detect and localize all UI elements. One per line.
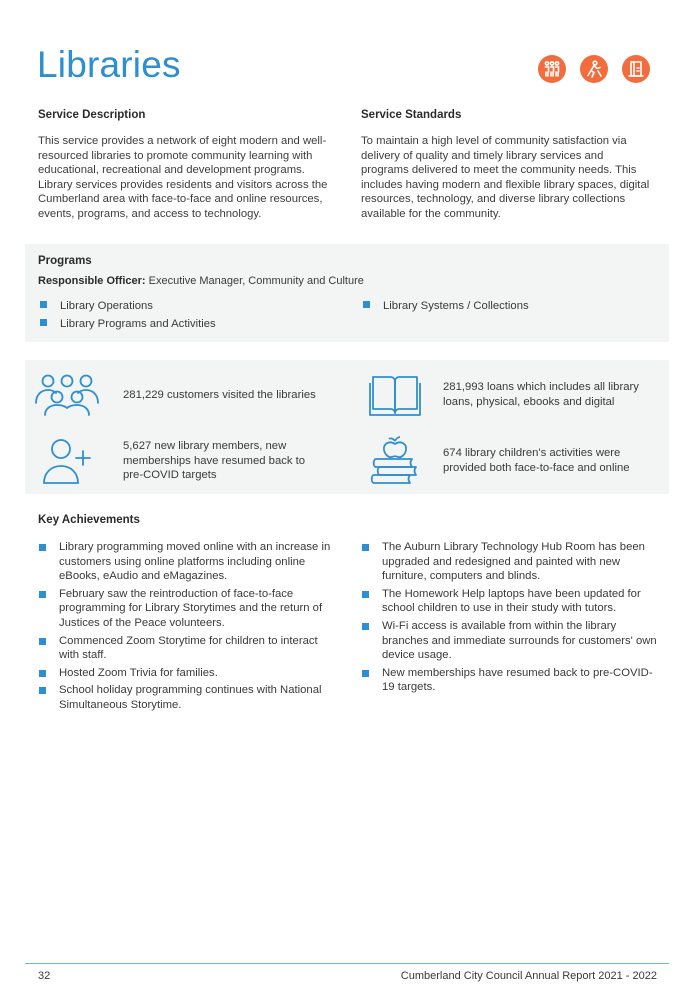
bullet-square-icon [362, 623, 369, 630]
service-standards [361, 109, 651, 222]
program-item [40, 315, 216, 333]
stat-customers [33, 370, 343, 420]
list-item [362, 619, 657, 663]
stat-loans [361, 370, 661, 420]
programs-heading: Programs [38, 255, 92, 267]
service-description-text: This service provides a network of eight modern and well-resourced libraries to promote community learning with educational, recreational and development programs. Library services provides residents and visitors across the Cumberland area with face-to-face and online resources, events, programs, and access to technology. [38, 135, 328, 220]
key-achievements-heading: Key Achievements [38, 514, 140, 526]
bullet-square-icon [39, 670, 46, 677]
page-number: 32 [38, 970, 51, 982]
service-standards-heading: Service Standards [361, 109, 462, 121]
stat-text: 674 library children's activities were provided both face-to-face and online [443, 447, 630, 474]
footer-divider [25, 963, 669, 964]
bullet-square-icon [363, 301, 370, 308]
stat-text: 5,627 new library members, new memberships have resumed back to pre-COVID targets [123, 440, 306, 482]
responsible-officer-value: Executive Manager, Community and Culture [148, 275, 364, 287]
stat-members [33, 436, 343, 486]
bullet-square-icon [39, 638, 46, 645]
page-title: Libraries [37, 44, 181, 85]
bullet-square-icon [39, 544, 46, 551]
add-member-icon [33, 436, 101, 486]
service-description [38, 109, 336, 222]
responsible-officer [38, 275, 364, 287]
responsible-officer-label: Responsible Officer: [38, 275, 146, 287]
programs-list-left [40, 297, 216, 333]
list-item [39, 683, 339, 712]
stat-text: 281,993 loans which includes all library loans, physical, ebooks and digital [443, 381, 639, 408]
achievement-text: Hosted Zoom Trivia for families. [59, 666, 218, 679]
achievements-list-left [39, 540, 339, 716]
achievement-text: School holiday programming continues with National Simultaneous Storytime. [59, 684, 322, 711]
program-item [363, 297, 529, 315]
stat-activities [361, 436, 661, 486]
service-standards-text: To maintain a high level of community satisfaction via delivery of quality and timely library services and programs delivered to meet the community needs. This includes having modern and flexible library spaces, digital resources, technology, and diverse library collections available for the community. [361, 135, 650, 220]
open-book-icon [361, 370, 429, 420]
bullet-square-icon [40, 319, 47, 326]
books-apple-icon [361, 436, 429, 486]
list-item [362, 587, 657, 616]
program-item [40, 297, 216, 315]
achievements-list-right [362, 540, 657, 698]
achievement-text: Library programming moved online with an increase in customers using online platforms including online eBooks, eAudio and eMagazines. [59, 541, 331, 583]
achievement-text: New memberships have resumed back to pre-COVID-19 targets. [382, 666, 653, 694]
bullet-square-icon [39, 687, 46, 694]
category-icons [538, 55, 650, 83]
building-facility-icon [622, 55, 650, 83]
achievement-text: February saw the reintroduction of face-to-face programming for Library Storytimes and the return of Justices of the Peace volunteers. [59, 587, 323, 629]
stat-text: 281,229 customers visited the libraries [123, 388, 316, 401]
service-description-heading: Service Description [38, 109, 146, 121]
bullet-square-icon [40, 301, 47, 308]
achievement-text: The Auburn Library Technology Hub Room has been upgraded and redesigned and painted with new furniture, computers and blinds. [382, 541, 645, 583]
recreation-activity-icon [580, 55, 608, 83]
bullet-square-icon [39, 591, 46, 598]
achievement-text: Commenced Zoom Storytime for children to interact with staff. [59, 634, 318, 662]
achievement-text: The Homework Help laptops have been updated for school children to use in their study with tutors. [382, 587, 641, 615]
list-item [39, 540, 339, 584]
achievement-text: Wi-Fi access is available from within the library branches and immediate surrounds for customers' own device usage. [382, 619, 657, 662]
program-item-label: Library Programs and Activities [60, 318, 216, 330]
programs-list-right [363, 297, 529, 315]
community-people-icon [538, 55, 566, 83]
bullet-square-icon [362, 544, 369, 551]
people-group-icon [33, 370, 101, 420]
list-item [39, 634, 339, 663]
bullet-square-icon [362, 670, 369, 677]
list-item [362, 540, 657, 584]
stats-panel [25, 360, 669, 494]
programs-panel [25, 244, 669, 342]
list-item [39, 666, 339, 681]
list-item [39, 587, 339, 631]
program-item-label: Library Operations [60, 300, 153, 312]
list-item [362, 666, 657, 695]
bullet-square-icon [362, 591, 369, 598]
program-item-label: Library Systems / Collections [383, 300, 529, 312]
report-title: Cumberland City Council Annual Report 2021 - 2022 [400, 970, 657, 982]
